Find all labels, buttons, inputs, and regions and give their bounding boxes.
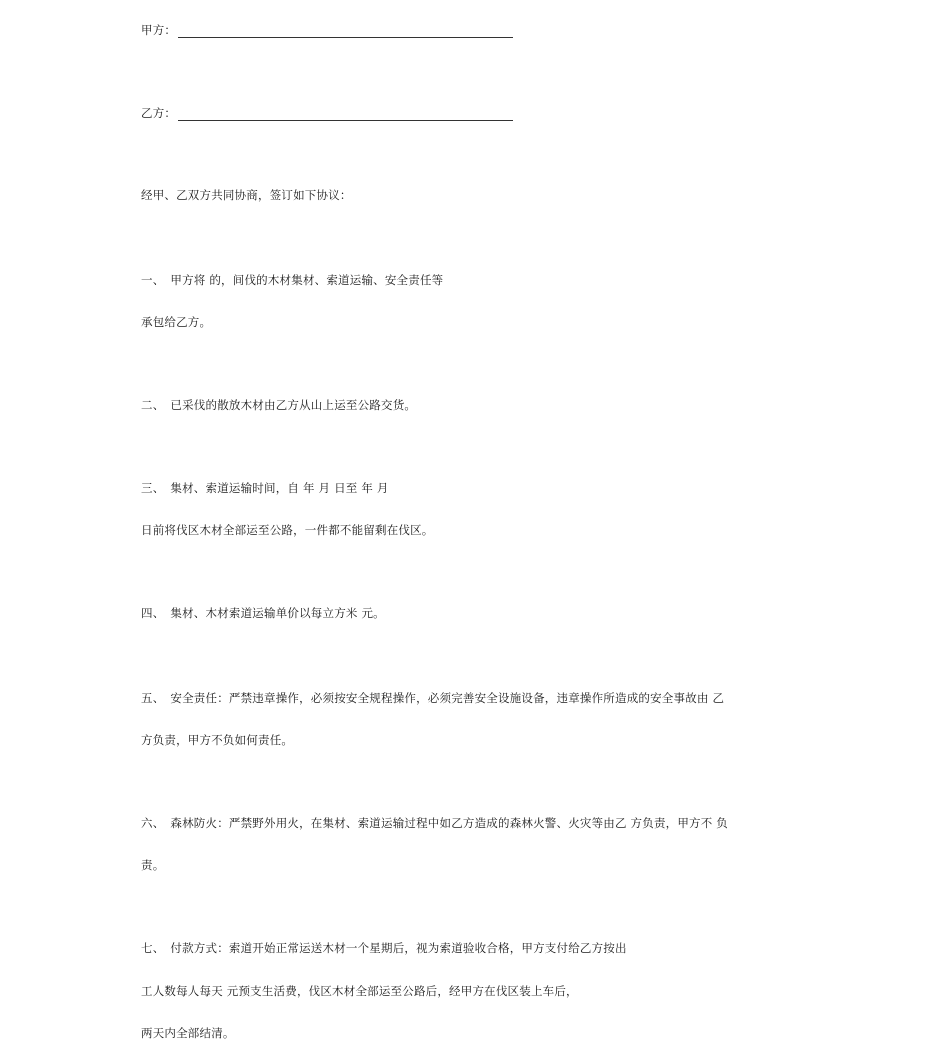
clause-7-text-2: 工人数每人每天 元预支生活费，伐区木材全部运至公路后，经甲方在伐区装上车后， (141, 984, 578, 998)
party-b-label: 乙方： (141, 106, 177, 120)
intro-text: 经甲、乙双方共同协商，签订如下协议： (141, 188, 352, 202)
clause-3-text-2: 日前将伐区木材全部运至公路，一件都不能留剩在伐区。 (141, 523, 434, 537)
clause-6-number: 六、 (141, 816, 165, 830)
clause-1-number: 一、 (141, 273, 165, 287)
clause-2-line-1 (141, 397, 416, 413)
clause-5-text-1: 安全责任：严禁违章操作，必须按安全规程操作，必须完善安全设施设备，违章操作所造成的安全事故由 乙 (170, 691, 725, 705)
clause-4-number: 四、 (141, 606, 165, 620)
clause-3-number: 三、 (141, 481, 165, 495)
party-a-line (141, 22, 513, 38)
clause-5-number: 五、 (141, 691, 165, 705)
party-a-label: 甲方： (141, 23, 177, 37)
clause-2-number: 二、 (141, 398, 165, 412)
clause-1-line-1 (141, 272, 443, 288)
clause-6-text-1: 森林防火：严禁野外用火，在集材、索道运输过程中如乙方造成的森林火警、火灾等由乙 方负责，甲方不 负 (170, 816, 729, 830)
party-b-line (141, 105, 513, 121)
party-a-blank (178, 27, 513, 38)
clause-7-text-1: 付款方式：索道开始正常运送木材一个星期后，视为索道验收合格，甲方支付给乙方按出 (170, 941, 627, 955)
clause-5-text-2: 方负责，甲方不负如何责任。 (141, 733, 294, 747)
clause-4-line-1 (141, 605, 385, 621)
clause-3-line-1 (141, 480, 389, 496)
clause-7-number: 七、 (141, 941, 165, 955)
clause-3-text-1: 集材、索道运输时间，自 年 月 日至 年 月 (170, 481, 389, 495)
clause-6-text-2: 责。 (141, 858, 165, 872)
clause-1-text-1: 甲方将 的，间伐的木材集材、索道运输、安全责任等 (170, 273, 444, 287)
clause-5-line-1 (141, 690, 724, 706)
party-b-blank (178, 110, 513, 121)
clause-7-text-3: 两天内全部结清。 (141, 1026, 235, 1040)
clause-7-line-1 (141, 940, 627, 956)
clause-6-line-1 (141, 815, 728, 831)
clause-4-text-1: 集材、木材索道运输单价以每立方米 元。 (170, 606, 385, 620)
clause-2-text-1: 已采伐的散放木材由乙方从山上运至公路交货。 (170, 398, 417, 412)
clause-1-text-2: 承包给乙方。 (141, 315, 212, 329)
